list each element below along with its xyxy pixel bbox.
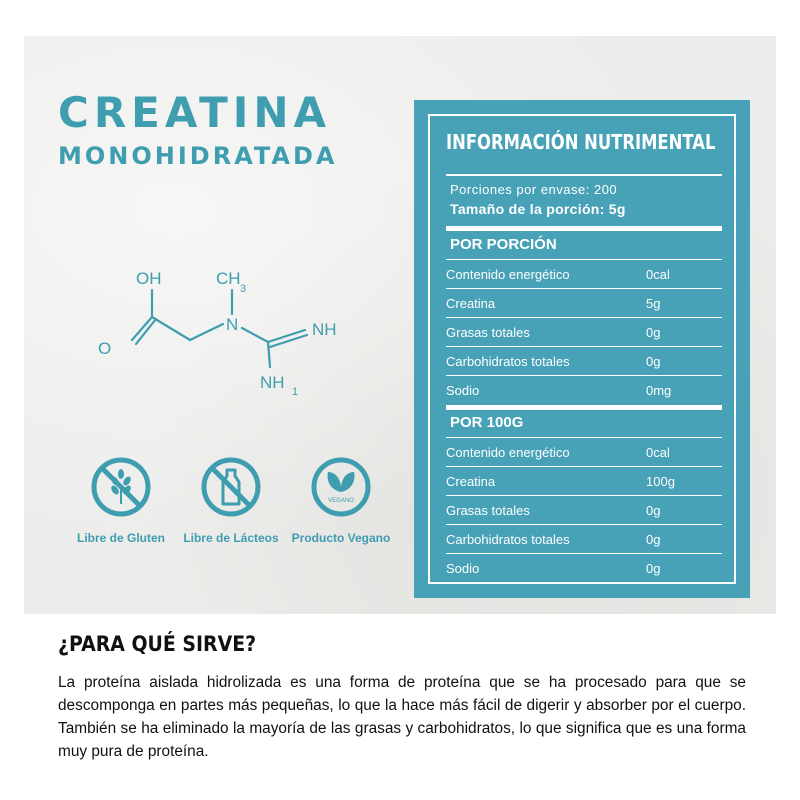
row-label: Grasas totales — [446, 503, 530, 518]
product-subtitle: MONOHIDRATADA — [58, 142, 338, 170]
table-row — [446, 289, 722, 318]
badge-vegan — [286, 456, 396, 545]
badge-vegan-label: Producto Vegano — [291, 531, 391, 545]
row-label: Creatina — [446, 474, 496, 489]
vegan-leaf-icon — [310, 456, 372, 518]
row-label: Contenido energético — [446, 445, 570, 460]
nh2-subscript: 1 — [292, 386, 299, 398]
row-label: Grasas totales — [446, 325, 530, 340]
table-row — [446, 525, 722, 554]
table-row — [446, 347, 722, 376]
badge-gluten-label: Libre de Gluten — [76, 531, 165, 545]
row-value: 0g — [646, 561, 661, 576]
oh-label: OH — [136, 269, 162, 288]
table-row — [446, 260, 722, 289]
ch3-subscript: 3 — [240, 283, 247, 295]
per-serving-heading: POR PORCIÓN — [450, 236, 557, 253]
nutrition-title: INFORMACIÓN NUTRIMENTAL — [446, 130, 716, 154]
row-value: 0mg — [646, 383, 672, 398]
ch3-label: CH — [216, 269, 241, 288]
nh2-label: NH — [260, 373, 285, 392]
row-value: 0cal — [646, 267, 670, 282]
row-label: Sodio — [446, 383, 480, 398]
vegan-icon-text: VEGANO — [328, 498, 354, 504]
o-label: O — [98, 339, 112, 358]
serving-size: Tamaño de la porción: 5g — [450, 201, 626, 217]
row-value: 5g — [646, 296, 661, 311]
product-title: CREATINA — [58, 88, 332, 137]
table-row — [446, 318, 722, 347]
row-value: 0g — [646, 503, 661, 518]
product-badges — [66, 456, 406, 546]
row-label: Carbohidratos totales — [446, 532, 570, 547]
row-label: Contenido energético — [446, 267, 570, 282]
badge-dairy-free — [176, 456, 286, 545]
table-row — [446, 376, 722, 405]
badge-gluten-free — [66, 456, 176, 545]
row-value: 0g — [646, 532, 661, 547]
no-gluten-icon — [90, 456, 152, 518]
table-row — [446, 467, 722, 496]
nutrition-facts-panel — [414, 100, 750, 598]
row-label: Carbohidratos totales — [446, 354, 570, 369]
nutrition-facts-border — [428, 114, 736, 584]
table-row — [446, 438, 722, 467]
row-label: Sodio — [446, 561, 480, 576]
row-label: Creatina — [446, 296, 496, 311]
n-label: N — [226, 315, 239, 334]
row-value: 0g — [646, 325, 661, 340]
badge-dairy-label: Libre de Lácteos — [183, 531, 279, 545]
description-paragraph: La proteína aislada hidrolizada es una forma de proteína que se ha procesado para que se descomponga en partes más pequeñas, lo que la hace más fácil de digerir y absorber por el cuerpo. También se ha eliminado la mayoría de las grasas y carbohidratos, lo que significa que es una forma muy pura de proteína. — [58, 674, 746, 760]
divider — [446, 174, 722, 176]
divider-thick — [446, 405, 722, 410]
table-row — [446, 496, 722, 525]
creatine-molecule-diagram — [90, 262, 360, 402]
row-value: 0g — [646, 354, 661, 369]
section-heading: ¿PARA QUÉ SIRVE? — [58, 632, 257, 656]
divider-thick — [446, 226, 722, 231]
servings-per-container: Porciones por envase: 200 — [450, 182, 618, 197]
row-value: 0cal — [646, 445, 670, 460]
per-100g-heading: POR 100G — [450, 414, 524, 431]
nh-label: NH — [312, 320, 337, 339]
no-dairy-icon — [200, 456, 262, 518]
row-value: 100g — [646, 474, 675, 489]
table-row — [446, 554, 722, 583]
